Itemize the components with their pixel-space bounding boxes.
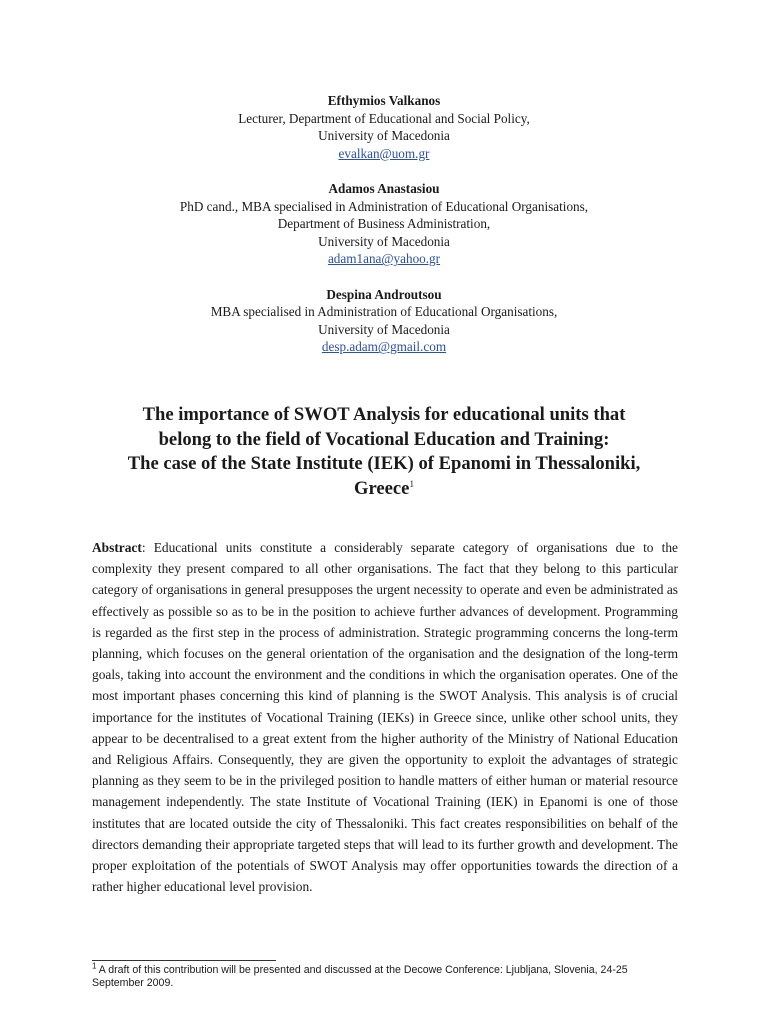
title-line: Greece [354,477,410,499]
author-name: Efthymios Valkanos [327,93,441,108]
title-line: The case of the State Institute (IEK) of Epanomi in Thessaloniki, [127,453,641,474]
author-affiliation: University of Macedonia [318,128,450,144]
author-name: Adamos Anastasiou [328,180,440,196]
footnote-text: A draft of this contribution will be presented and discussed at the Decowe Conference: Ljubljana, Slovenia, 24-25 September 2009. [92,964,628,990]
author-email-link[interactable]: evalkan@uom.gr [338,145,430,161]
author-email-link[interactable]: desp.adam@gmail.com [321,339,447,355]
title-line-last [60,477,708,502]
author-affiliation: PhD cand., MBA specialised in Administration of Educational Organisations, [179,198,589,214]
author-list [0,92,768,356]
author-email-link[interactable]: adam1ana@yahoo.gr [327,251,441,267]
abstract [92,537,678,897]
author-block [0,286,768,356]
author-affiliation: Department of Business Administration, [277,216,491,232]
author-affiliation: University of Macedonia [318,321,450,337]
title-line: belong to the field of Vocational Education and Training: [158,428,610,450]
author-affiliation: MBA specialised in Administration of Educational Organisations, [210,304,558,320]
title-line: The importance of SWOT Analysis for educational units that [142,404,626,425]
abstract-label: Abstract [92,540,142,555]
paper-title [60,403,708,501]
footnote-divider [92,960,276,961]
footnote-marker[interactable]: 1 [409,478,414,489]
author-block [0,180,768,268]
author-block [0,92,768,162]
author-affiliation: Lecturer, Department of Educational and Social Policy, [238,110,530,126]
footnote-number: 1 [92,961,97,971]
author-affiliation: University of Macedonia [318,233,450,249]
abstract-text: : Educational units constitute a considerably separate category of organisations due to the complexity they present compared to all other organisations. The fact that they belong to this particular category of organisations in general presupposes the urgent necessity to operate and even be administrated as effectively as possible so as to be in the position to achieve further advances of development. Programming is regarded as the first step in the process of administration. Strategic programming concerns the long-term planning, which focuses on the general orientation of the organisation and the designation of the long-term goals, taking into account the environment and the conditions in which the organisation operates. One of the most important phases concerning this kind of planning is the SWOT Analysis. This analysis is of crucial importance for the institutes of Vocational Training (IEKs) in Greece since, unlike other school units, they appear to be decentralised to a great extent from the higher authority of the Ministry of National Education and Religious Affairs. Consequently, they are given the opportunity to exploit the advantages of strategic planning as they seem to be in the privileged position to handle matters of either human or material resource management independently. The state Institute of Vocational Training (IEK) in Epanomi is one of those institutes that are located outside the city of Thessaloniki. This fact creates responsibilities on behalf of the directors demanding their appropriate targeted steps that will lead to its further growth and development. The proper exploitation of the potentials of SWOT Analysis may offer opportunities towards the direction of a rather higher educational level provision. [92,540,678,895]
footnote [92,961,652,990]
author-name: Despina Androutsou [326,286,442,302]
